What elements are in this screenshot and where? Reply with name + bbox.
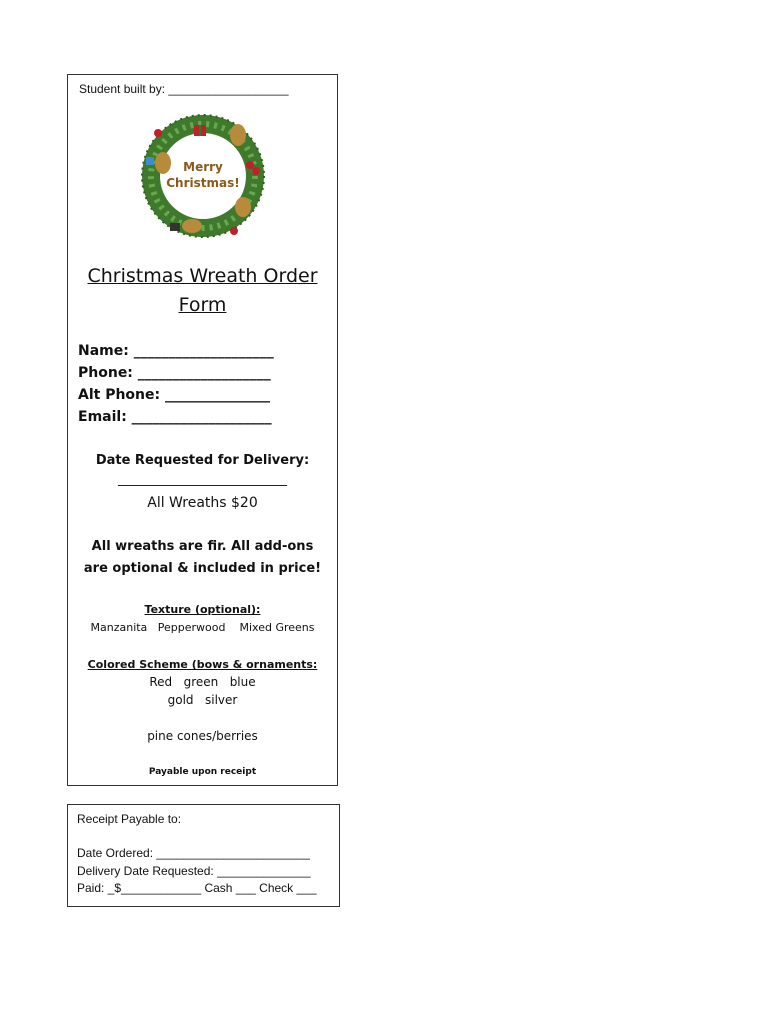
texture-heading: Texture (optional): <box>144 603 261 616</box>
email-field: Email: ____________________ <box>78 409 272 425</box>
pinecone-icon <box>235 197 251 217</box>
berry-icon <box>252 167 260 175</box>
wreath-image <box>138 111 268 241</box>
form-title-line2: Form <box>178 294 227 316</box>
date-requested-label: Date Requested for Delivery: <box>95 453 310 468</box>
color-options-line2: gold silver <box>167 693 238 707</box>
student-built-by: Student built by: __________________ <box>79 82 289 96</box>
wreath-text-merry: Merry <box>183 160 223 174</box>
delivery-date-field: Delivery Date Requested: ______________ <box>77 864 311 878</box>
notice-line1: All wreaths are fir. All add-ons <box>91 539 314 554</box>
extras-text: pine cones/berries <box>147 729 258 743</box>
pinecone-icon <box>182 219 202 233</box>
berry-icon <box>230 227 238 235</box>
lantern-icon <box>170 223 180 231</box>
berry-icon <box>246 161 254 169</box>
pinecone-icon <box>155 152 171 174</box>
alt-phone-field: Alt Phone: _______________ <box>78 387 270 403</box>
form-title-line1: Christmas Wreath Order <box>87 265 318 287</box>
color-heading: Colored Scheme (bows & ornaments: <box>87 658 318 671</box>
order-form-card <box>67 74 338 786</box>
berry-icon <box>154 129 162 137</box>
wreath-text-christmas: Christmas! <box>166 176 240 190</box>
date-requested-line: __________________________ <box>118 472 287 487</box>
pinecone-icon <box>230 124 246 146</box>
notice-line2: are optional & included in price! <box>83 561 322 576</box>
receipt-payable-to: Receipt Payable to: <box>77 812 182 826</box>
texture-options: Manzanita Pepperwood Mixed Greens <box>90 621 315 634</box>
price-text: All Wreaths $20 <box>147 495 258 511</box>
receipt-card <box>67 804 340 907</box>
paid-field: Paid: _$____________ Cash ___ Check ___ <box>77 881 317 895</box>
name-field: Name: ____________________ <box>78 343 274 359</box>
color-options-line1: Red green blue <box>149 675 256 689</box>
phone-field: Phone: ___________________ <box>78 365 271 381</box>
ornament-icon <box>146 157 154 165</box>
date-ordered-field: Date Ordered: _______________________ <box>77 846 310 860</box>
payable-note: Payable upon receipt <box>148 767 257 777</box>
